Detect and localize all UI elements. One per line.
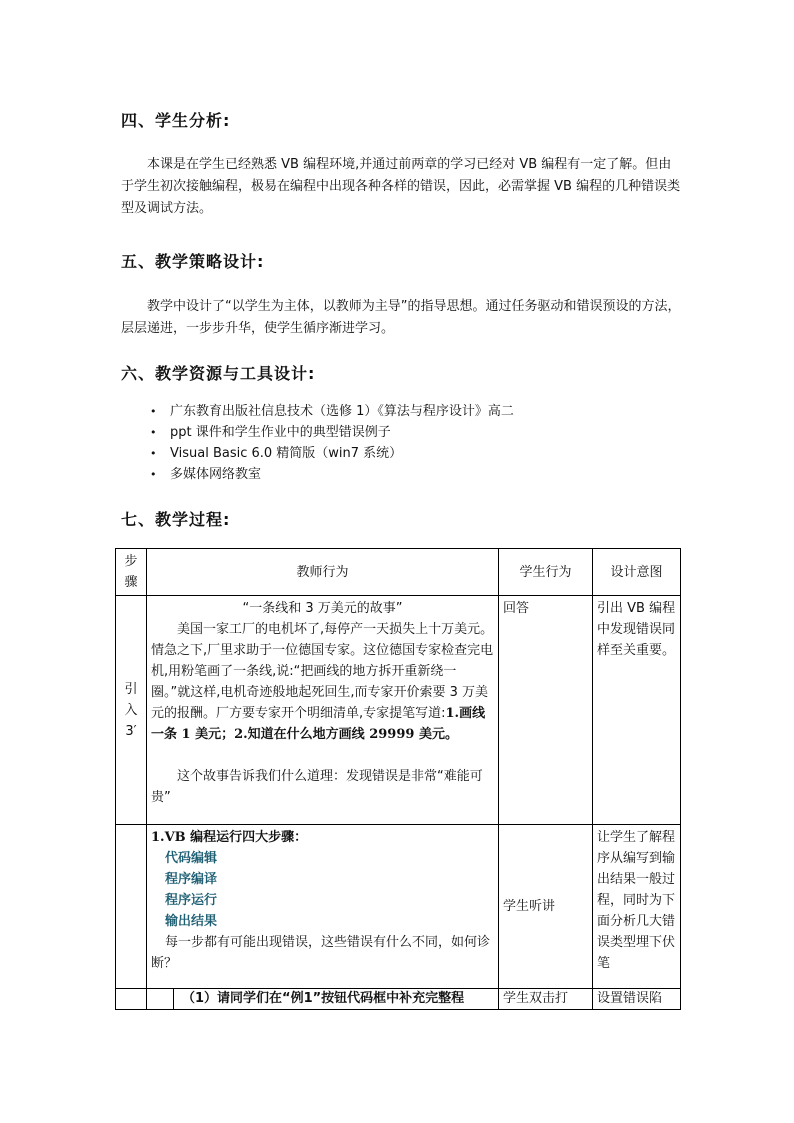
bullet-icon: • <box>150 405 157 418</box>
section-4-text: 本课是在学生已经熟悉 VB 编程环境,并通过前两章的学习已经对 VB 编程有一定了解。但由于学生初次接触编程，极易在编程中出现各种各样的错误，因此，必需掌握 VB 编程的几种错误类型及调试方法。 <box>121 157 681 216</box>
bullet-icon: • <box>150 468 157 481</box>
section-7-heading: 七、教学过程: <box>121 510 231 529</box>
list-item: • 广东教育出版社信息技术（选修 1）《算法与程序设计》高二 <box>150 401 514 422</box>
section-5-body <box>121 296 681 340</box>
table-row <box>116 825 681 989</box>
section-4-heading: 四、学生分析: <box>121 111 231 130</box>
step-item: 代码编辑 <box>165 851 218 866</box>
story-bold-text: 1.画线一条 1 美元；2.知道在什么地方画线 29999 美元。 <box>151 706 486 742</box>
teacher-cell <box>147 596 499 825</box>
step-cell: 引入3′ <box>116 596 147 825</box>
section-5-heading: 五、教学策略设计: <box>121 252 265 271</box>
student-cell: 回答 <box>499 596 593 825</box>
intent-cell: 设置错误陷 <box>593 989 681 1010</box>
header-teacher: 教师行为 <box>147 549 499 596</box>
task-text: （1）请同学们在“例1”按钮代码框中补充完整程 <box>182 991 465 1006</box>
section-5-text: 教学中设计了“以学生为主体，以教师为主导”的指导思想。通过任务驱动和错误预设的方法，层层递进，一步步升华，使学生循序渐进学习。 <box>121 299 681 336</box>
list-item: • 多媒体网络教室 <box>150 464 514 485</box>
step-item: 输出结果 <box>165 914 218 929</box>
header-student: 学生行为 <box>499 549 593 596</box>
steps-question: 每一步都有可能出现错误，这些错误有什么不同，如何诊断？ <box>151 935 491 971</box>
table-header-row <box>116 549 681 596</box>
section-6-heading: 六、教学资源与工具设计: <box>121 364 316 383</box>
steps-title: 1.VB 编程运行四大步骤： <box>151 830 308 845</box>
step-item: 程序编译 <box>165 872 218 887</box>
step-item: 程序运行 <box>165 893 218 908</box>
teacher-cell <box>147 989 499 1010</box>
teacher-cell <box>147 825 499 989</box>
table-row <box>116 989 681 1010</box>
list-item: • ppt 课件和学生作业中的典型错误例子 <box>150 422 514 443</box>
table-row <box>116 596 681 825</box>
section-4-body <box>121 154 681 220</box>
step-cell <box>116 989 147 1010</box>
student-cell: 学生双击打 <box>499 989 593 1010</box>
intent-cell: 引出 VB 编程中发现错误同样至关重要。 <box>593 596 681 825</box>
header-step: 步骤 <box>116 549 147 596</box>
bullet-icon: • <box>150 426 157 439</box>
story-title: “一条线和 3 万美元的故事” <box>242 601 403 616</box>
resource-list <box>150 401 514 485</box>
student-cell: 学生听讲 <box>499 825 593 989</box>
intent-cell: 让学生了解程序从编写到输出结果一般过程，同时为下面分析几大错误类型埋下伏笔 <box>593 825 681 989</box>
list-item: • Visual Basic 6.0 精简版（win7 系统） <box>150 443 514 464</box>
teaching-process-table <box>115 548 681 1010</box>
story-text: 美国一家工厂的电机坏了,每停产一天损失上十万美元。情急之下,厂里求助于一位德国专家。这位德国专家检查完电机,用粉笔画了一条线,说:“把画线的地方拆开重新绕一圈。”就这样,电机奇迹般地起死回生,而专家开价索要 3 万美元的报酬。厂方要专家开个明细清单,专家提笔写道:1.画线一条 1 美元；2.知道在什么地方画线 29999 美元。 <box>151 622 494 742</box>
bullet-icon: • <box>150 447 157 460</box>
step-cell <box>116 825 147 989</box>
story-moral: 这个故事告诉我们什么道理：发现错误是非常“难能可贵” <box>151 769 483 805</box>
header-intent: 设计意图 <box>593 549 681 596</box>
